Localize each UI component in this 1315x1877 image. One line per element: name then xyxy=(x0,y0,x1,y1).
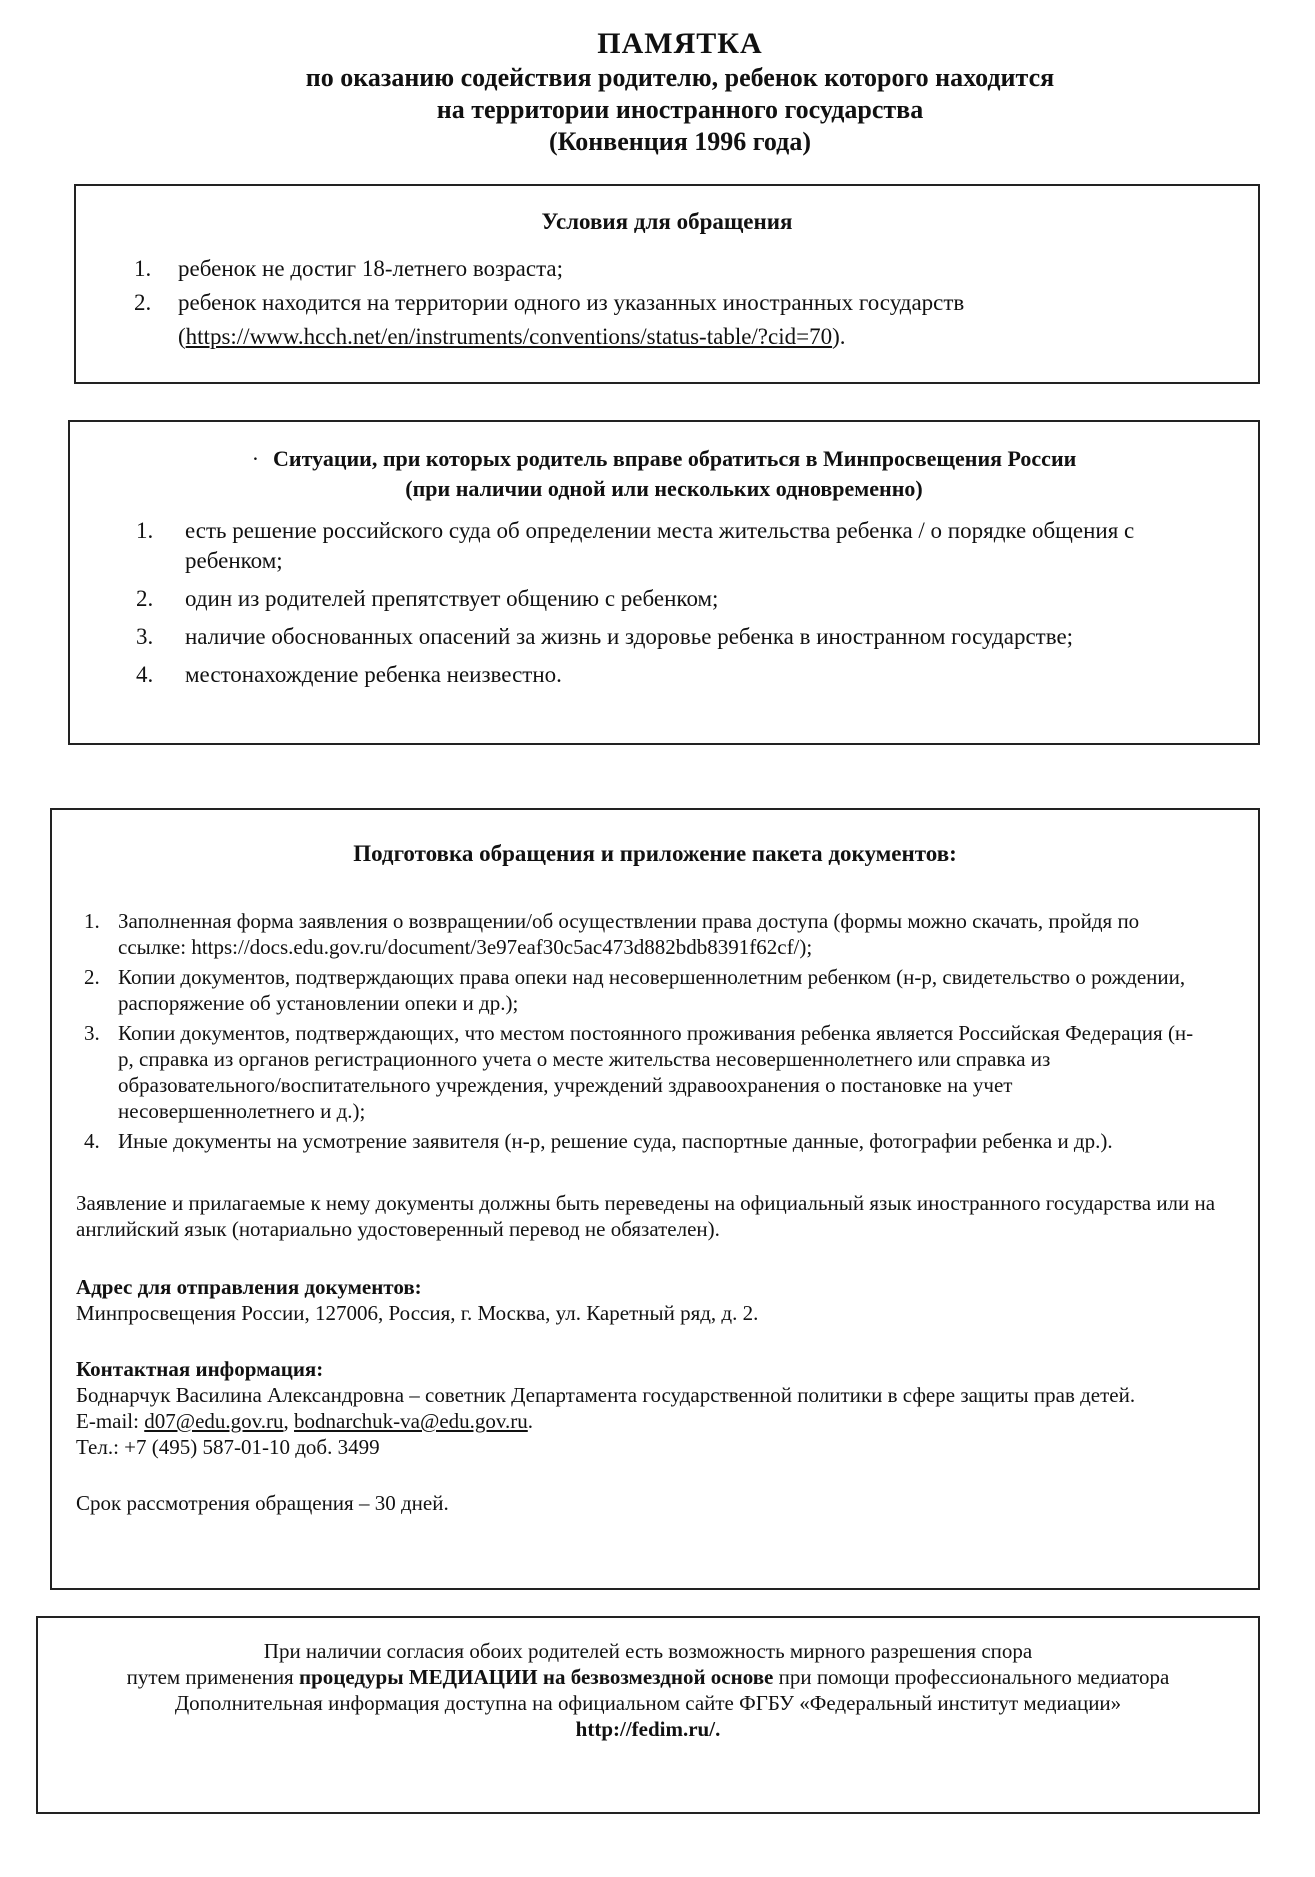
item-text: есть решение российского суда об определении места жительства ребенка / о порядке общения с ребенком; xyxy=(185,518,1135,573)
mediation-line-3: Дополнительная информация доступна на официальном сайте ФГБУ «Федеральный институт медиации» xyxy=(174,1691,1122,1715)
phone-line: Тел.: +7 (495) 587-01-10 доб. 3499 xyxy=(76,1435,380,1459)
document-header xyxy=(180,26,1180,158)
subtitle-line-1: по оказанию содействия родителю, ребенок которого находится xyxy=(305,63,1055,92)
mediation-text xyxy=(38,1638,1258,1742)
list-item xyxy=(70,584,1258,614)
conditions-list xyxy=(76,252,1258,354)
bullet-mark: · xyxy=(251,446,260,471)
item-number: 3. xyxy=(136,624,154,649)
fedim-link[interactable]: http://fedim.ru/. xyxy=(575,1717,721,1741)
preparation-heading: Подготовка обращения и приложение пакета документов: xyxy=(353,841,957,866)
mediation-box xyxy=(36,1616,1260,1814)
list-item xyxy=(70,622,1258,652)
item-text: Копии документов, подтверждающих права опеки над несовершеннолетним ребенком (н-р, свидетельство о рождении, распоряжение об установлении опеки и др.); xyxy=(118,965,1186,1015)
item-number: 3. xyxy=(84,1021,100,1045)
mediation-line-1: При наличии согласия обоих родителей есть возможность мирного разрешения спора xyxy=(263,1639,1033,1663)
item-number: 4. xyxy=(136,662,154,687)
item-number: 1. xyxy=(136,518,154,543)
list-item xyxy=(52,1020,1258,1124)
item-number: 2. xyxy=(84,965,100,989)
item-text: местонахождение ребенка неизвестно. xyxy=(185,662,562,687)
address-heading: Адрес для отправления документов: xyxy=(76,1275,422,1299)
page-title: ПАМЯТКА xyxy=(597,27,763,60)
link-open-paren: ( xyxy=(178,324,186,349)
email-link-d07[interactable]: d07@edu.gov.ru xyxy=(144,1409,284,1433)
situations-list xyxy=(70,516,1258,690)
item-text: Заполненная форма заявления о возвращении/об осуществлении права доступа (формы можно скачать, пройдя по ссылке: https://docs.edu.gov.ru/document/3e97eaf30c5ac473d882bdb8391f62cf/); xyxy=(118,909,1140,959)
email-separator: , xyxy=(283,1409,289,1433)
mailing-address: Минпросвещения России, 127006, Россия, г. Москва, ул. Каретный ряд, д. 2. xyxy=(76,1301,759,1325)
item-text: наличие обоснованных опасений за жизнь и здоровье ребенка в иностранном государстве; xyxy=(185,624,1074,649)
list-item xyxy=(52,1128,1258,1154)
mediation-line-2a: путем применения xyxy=(126,1665,299,1689)
preparation-box xyxy=(50,808,1260,1590)
mediation-emphasis: процедуры МЕДИАЦИИ на безвозмездной основе xyxy=(298,1665,774,1689)
email-link-bodnarchuk[interactable]: bodnarchuk-va@edu.gov.ru xyxy=(294,1409,528,1433)
list-item xyxy=(52,908,1258,960)
email-line xyxy=(52,1408,1258,1434)
email-end: . xyxy=(527,1409,534,1433)
list-item xyxy=(76,286,1258,354)
list-item xyxy=(70,516,1258,576)
item-number: 1. xyxy=(134,256,152,281)
conditions-heading: Условия для обращения xyxy=(541,209,793,234)
link-close-paren: ). xyxy=(832,324,846,349)
subtitle-line-2: на территории иностранного государства xyxy=(436,95,924,124)
situations-subheading: (при наличии одной или нескольких одновременно) xyxy=(405,476,923,501)
item-text: один из родителей препятствует общению с ребенком; xyxy=(185,586,719,611)
item-text: ребенок находится на территории одного из указанных иностранных государств xyxy=(178,290,965,315)
conditions-box xyxy=(74,184,1260,384)
contact-heading: Контактная информация: xyxy=(76,1357,324,1381)
translation-note: Заявление и прилагаемые к нему документы должны быть переведены на официальный язык иностранного государства или на английский язык (нотариально удостоверенный перевод не обязателен). xyxy=(76,1191,1216,1241)
situations-heading-text: Ситуации, при которых родитель вправе обратиться в Минпросвещения России xyxy=(273,446,1077,471)
situations-box xyxy=(68,420,1260,745)
item-number: 4. xyxy=(84,1129,100,1153)
subtitle-line-3: (Конвенция 1996 года) xyxy=(548,127,811,156)
item-text: Иные документы на усмотрение заявителя (н-р, решение суда, паспортные данные, фотографии ребенка и др.). xyxy=(118,1129,1113,1153)
email-label: E-mail: xyxy=(76,1409,139,1433)
item-text: Копии документов, подтверждающих, что местом постоянного проживания ребенка является Российская Федерация (н-р, справка из органов регистрационного учета о месте жительства несовершеннолетнего или справка из образовательного/воспитательного учреждения, учреждений здравоохранения о постановке на учет несовершеннолетнего и д.); xyxy=(118,1021,1194,1123)
documents-list xyxy=(52,908,1258,1154)
mediation-line-2c: при помощи профессионального медиатора xyxy=(773,1665,1170,1689)
item-text: ребенок не достиг 18-летнего возраста; xyxy=(178,256,564,281)
list-item xyxy=(52,964,1258,1016)
list-item xyxy=(70,660,1258,690)
item-number: 2. xyxy=(134,290,152,315)
situations-heading xyxy=(70,444,1258,504)
item-number: 2. xyxy=(136,586,154,611)
review-term: Срок рассмотрения обращения – 30 дней. xyxy=(76,1491,449,1515)
status-table-link[interactable]: https://www.hcch.net/en/instruments/conventions/status-table/?cid=70 xyxy=(185,324,833,349)
contact-person: Боднарчук Василина Александровна – советник Департамента государственной политики в сфере защиты прав детей. xyxy=(76,1383,1136,1407)
list-item xyxy=(76,252,1258,286)
item-number: 1. xyxy=(84,909,100,933)
